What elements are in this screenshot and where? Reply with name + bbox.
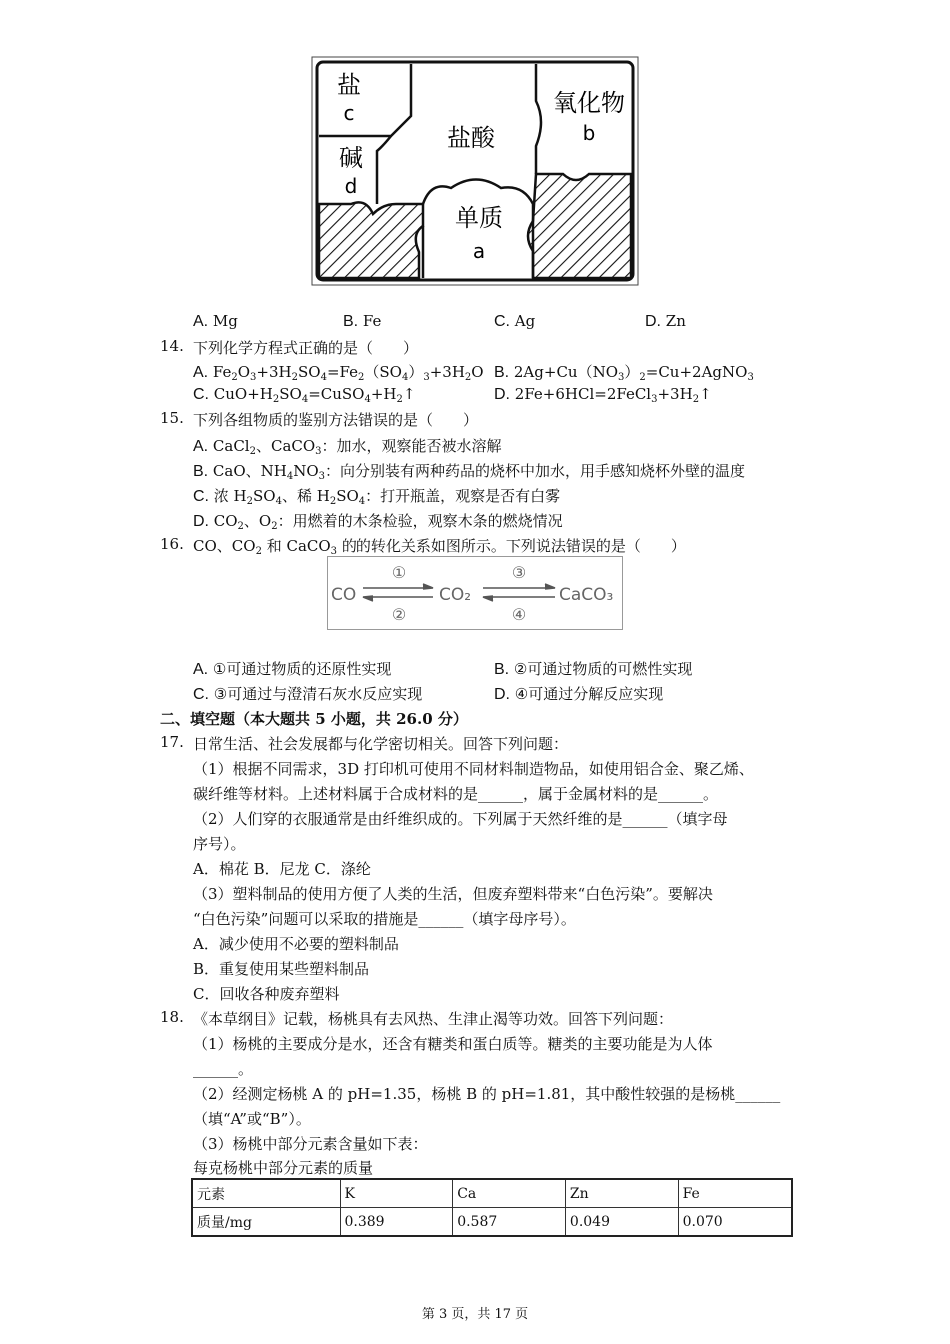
- q16-option-b: B. ②可通过物质的可燃性实现: [494, 660, 693, 678]
- table-cell: 0.389: [340, 1208, 453, 1237]
- q18-line-5: （填“A”或“B”）。: [193, 1110, 311, 1128]
- q18-line-2: （1）杨桃的主要成分是水，还含有糖类和蛋白质等。糖类的主要功能是为人体: [193, 1035, 713, 1053]
- table-row: [192, 1179, 792, 1208]
- q15-option-a: A. CaCl$_2$、CaCO$_3$：加水，观察能否被水溶解: [193, 437, 502, 457]
- q16-option-a: A. ①可通过物质的还原性实现: [193, 660, 392, 678]
- q17-line-11: C．回收各种废弃塑料: [193, 985, 340, 1003]
- table-cell: 0.070: [678, 1208, 792, 1237]
- table-cell: Ca: [453, 1179, 566, 1208]
- q17-line-2: （1）根据不同需求，3D 打印机可使用不同材料制造物品，如使用铝合金、聚乙烯、: [193, 760, 754, 778]
- q17-line-3: 碳纤维等材料。上述材料属于合成材料的是______，属于金属材料的是______。: [193, 785, 719, 803]
- q18-number: 18.: [160, 1008, 184, 1026]
- co2-label: CO₂: [439, 585, 472, 605]
- q13-option-a: A. Mg: [193, 312, 238, 330]
- q17-line-7: （3）塑料制品的使用方便了人类的生活，但废弃塑料带来“白色污染”。要解决: [193, 885, 713, 903]
- q15-stem: 下列各组物质的鉴别方法错误的是（ ）: [193, 411, 479, 429]
- base-label: 碱: [339, 144, 363, 172]
- q14-stem: 下列化学方程式正确的是（ ）: [193, 339, 419, 357]
- q14-number: 14.: [160, 337, 184, 355]
- oxide-label: 氧化物: [553, 89, 625, 117]
- q15-option-b: B. CaO、$NH_4NO_3$：向分别装有两种药品的烧杯中加水，用手感知烧杯外壁的温度: [193, 462, 746, 482]
- q18-line-3: ______。: [193, 1060, 254, 1078]
- table-cell: Zn: [565, 1179, 678, 1208]
- table-cell: Fe: [678, 1179, 792, 1208]
- oxide-letter: b: [582, 121, 596, 145]
- q15-option-d: D. $CO_2$、$O_2$：用燃着的木条检验，观察木条的燃烧情况: [193, 512, 563, 532]
- carbon-conversion-diagram: [327, 556, 623, 630]
- section-2-heading: 二、填空题（本大题共 5 小题，共 26.0 分）: [160, 710, 468, 728]
- salt-label: 盐: [337, 71, 361, 99]
- step-2-label: ②: [391, 605, 407, 624]
- q14-option-c: C. $CuO+H_2SO_4=CuSO_4+H_2↑$: [193, 385, 416, 405]
- q17-number: 17.: [160, 733, 184, 751]
- q15-number: 15.: [160, 409, 184, 427]
- page-footer: 第 3 页，共 17 页: [421, 1307, 529, 1322]
- caco3-label: CaCO₃: [559, 585, 614, 605]
- acid-label: 盐酸: [447, 124, 495, 152]
- q16-option-d: D. ④可通过分解反应实现: [494, 685, 664, 703]
- q16-stem: CO、$CO_2$ 和 CaCO$_3$ 的的转化关系如图所示。下列说法错误的是（ ）: [193, 537, 686, 557]
- q14-option-d: D. $2Fe+6HCl=2FeCl_3+3H_2↑$: [494, 385, 712, 405]
- element-content-table: [191, 1178, 793, 1237]
- step-3-label: ③: [511, 563, 527, 582]
- q13-option-b: B. Fe: [343, 312, 382, 330]
- q14-option-a: A. $Fe_2O_3+3H_2SO_4=Fe_2(SO_4)_3+3H_2O$: [193, 363, 484, 383]
- salt-letter: c: [343, 101, 355, 125]
- q18-line-6: （3）杨桃中部分元素含量如下表：: [193, 1135, 428, 1153]
- step-1-label: ①: [391, 563, 407, 582]
- q17-line-10: B．重复使用某些塑料制品: [193, 960, 370, 978]
- q18-line-1: 《本草纲目》记载，杨桃具有去风热、生津止渴等功效。回答下列问题：: [193, 1010, 674, 1028]
- co-label: CO: [331, 585, 357, 605]
- q17-line-1: 日常生活、社会发展都与化学密切相关。回答下列问题：: [193, 735, 569, 753]
- q16-option-c: C. ③可通过与澄清石灰水反应实现: [193, 685, 423, 703]
- step-4-label: ④: [511, 605, 527, 624]
- table-cell: 元素: [192, 1179, 340, 1208]
- table-cell: 0.049: [565, 1208, 678, 1237]
- q17-line-5: 序号）。: [193, 835, 246, 853]
- base-letter: d: [344, 174, 358, 198]
- q14-option-b: B. $2Ag+Cu(NO_3)_2=Cu+2AgNO_3$: [494, 363, 754, 383]
- element-label: 单质: [455, 204, 503, 232]
- q18-table-caption: 每克杨桃中部分元素的质量: [193, 1159, 374, 1177]
- table-cell: K: [340, 1179, 453, 1208]
- element-letter: a: [472, 239, 486, 263]
- q15-option-c: C. 浓 $H_2SO_4$、稀 $H_2SO_4$：打开瓶盖，观察是否有白雾: [193, 487, 561, 507]
- q17-line-4: （2）人们穿的衣服通常是由纤维织成的。下列属于天然纤维的是______（填字母: [193, 810, 728, 828]
- q17-line-6: A．棉花 B．尼龙 C．涤纶: [193, 860, 371, 878]
- table-cell: 质量/mg: [192, 1208, 340, 1237]
- table-cell: 0.587: [453, 1208, 566, 1237]
- q18-line-4: （2）经测定杨桃 A 的 pH=1.35，杨桃 B 的 pH=1.81，其中酸性较强的是杨桃______: [193, 1085, 781, 1103]
- q16-number: 16.: [160, 535, 184, 553]
- table-row: [192, 1208, 792, 1237]
- q13-option-d: D. Zn: [645, 312, 686, 330]
- q17-line-9: A．减少使用不必要的塑料制品: [193, 935, 399, 953]
- acid-relationship-diagram: [311, 56, 639, 286]
- q13-option-c: C. Ag: [494, 312, 536, 330]
- q17-line-8: “白色污染”问题可以采取的措施是______（填字母序号）。: [193, 910, 576, 928]
